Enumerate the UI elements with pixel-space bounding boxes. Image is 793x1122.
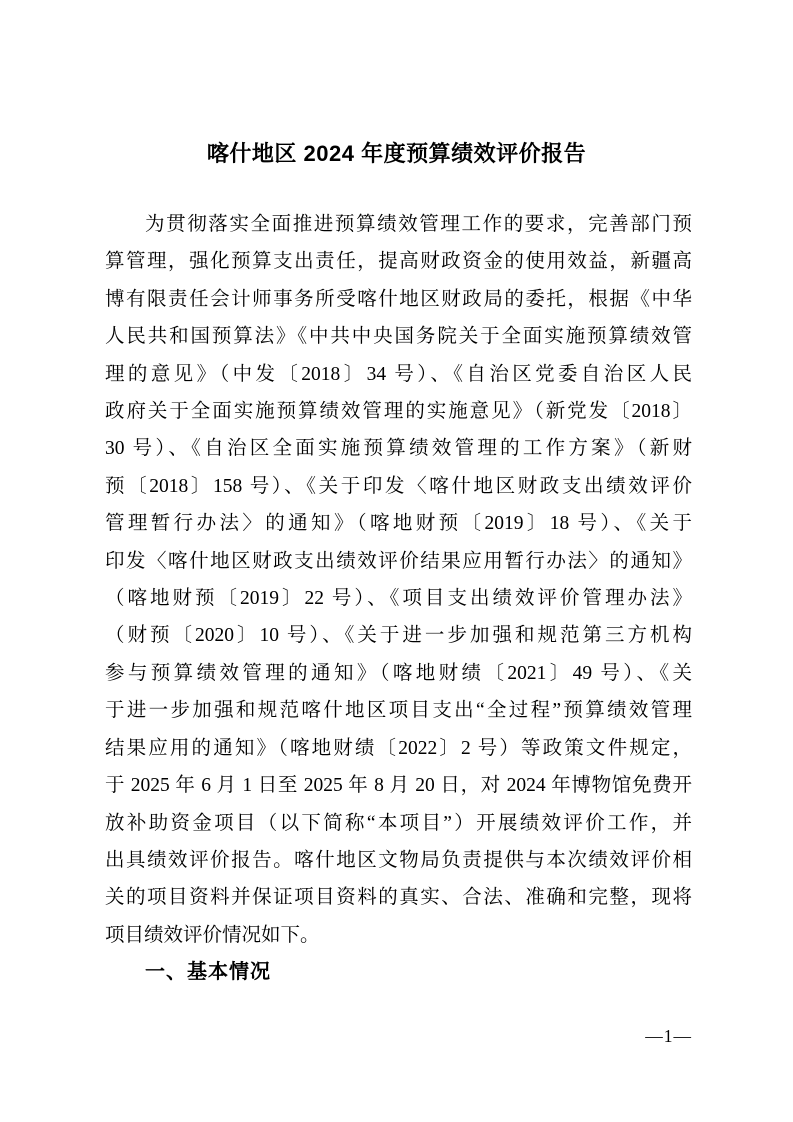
paragraph-line: 政府关于全面实施预算绩效管理的实施意见》（新党发〔2018〕 xyxy=(105,401,692,423)
paragraph-line: 关的项目资料并保证项目资料的真实、合法、准确和完整，现将 xyxy=(105,887,692,909)
paragraph-line: 30 号）、《自治区全面实施预算绩效管理的工作方案》（新财 xyxy=(105,438,692,460)
paragraph-line: 参与预算绩效管理的通知》（喀地财绩〔2021〕49 号）、《关 xyxy=(105,662,692,684)
paragraph-line: 理的意见》（中发〔2018〕34 号）、《自治区党委自治区人民 xyxy=(105,363,692,385)
paragraph-line: 博有限责任会计师事务所受喀什地区财政局的委托，根据《中华 xyxy=(105,288,692,310)
document-title: 喀什地区 2024 年度预算绩效评价报告 xyxy=(206,141,587,166)
paragraph-line: （喀地财预〔2019〕22 号）、《项目支出绩效评价管理办法》 xyxy=(105,588,692,610)
paragraph-line: 预〔2018〕158 号）、《关于印发〈喀什地区财政支出绩效评价 xyxy=(105,475,692,497)
paragraph-line: 管理暂行办法〉的通知》（喀地财预〔2019〕18 号）、《关于 xyxy=(105,513,692,535)
document-body xyxy=(105,206,692,992)
paragraph-line: 人民共和国预算法》《中共中央国务院关于全面实施预算绩效管 xyxy=(105,326,692,348)
paragraph-line: 印发〈喀什地区财政支出绩效评价结果应用暂行办法〉的通知》 xyxy=(105,550,692,572)
paragraph-line: 放补助资金项目（以下简称“本项目”）开展绩效评价工作，并 xyxy=(105,812,692,834)
paragraph-line: 项目绩效评价情况如下。 xyxy=(105,924,320,946)
paragraph-line: 为贯彻落实全面推进预算绩效管理工作的要求，完善部门预 xyxy=(145,214,692,235)
section-heading-basic-information: 一、基本情况 xyxy=(145,961,271,984)
paragraph-line: 出具绩效评价报告。喀什地区文物局负责提供与本次绩效评价相 xyxy=(105,849,692,871)
paragraph-line: 算管理，强化预算支出责任，提高财政资金的使用效益，新疆高 xyxy=(105,251,692,273)
paragraph-line: 于 2025 年 6 月 1 日至 2025 年 8 月 20 日，对 2024 年博物馆免费开 xyxy=(105,775,692,797)
paragraph-line: 结果应用的通知》（喀地财绩〔2022〕2 号）等政策文件规定， xyxy=(105,737,692,759)
page-number: —1— xyxy=(645,1026,692,1046)
paragraph-line: （财预〔2020〕10 号）、《关于进一步加强和规范第三方机构 xyxy=(105,625,692,647)
paragraph-line: 于进一步加强和规范喀什地区项目支出“全过程”预算绩效管理 xyxy=(105,700,692,722)
